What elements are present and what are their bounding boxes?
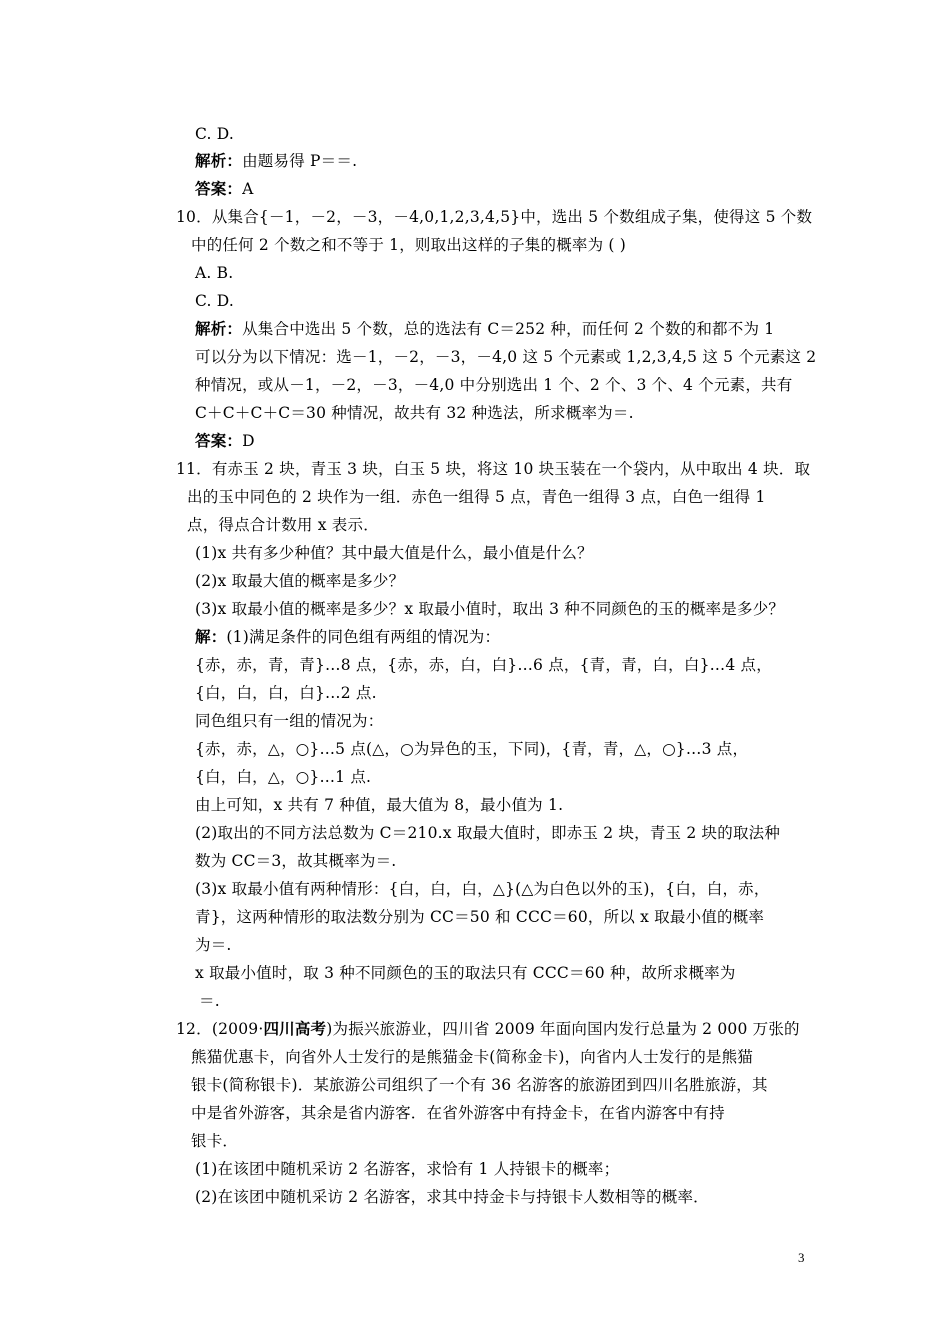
text-line — [195, 851, 396, 871]
text-line — [195, 403, 634, 423]
text-segment: {白，白，白，白}…2 点. — [195, 684, 377, 702]
text-segment: (3)x 取最小值有两种情形：{白，白，白，△}(△为白色以外的玉)，{白，白，赤， — [195, 880, 770, 898]
text-line — [176, 459, 810, 479]
text-line — [195, 319, 774, 339]
text-segment: {白，白，△，○}…1 点. — [195, 768, 372, 786]
text-segment: 点，得点合计数用 x 表示． — [187, 516, 379, 534]
text-segment: (3)x 取最小值的概率是多少？x 取最小值时，取出 3 种不同颜色的玉的概率是多少？ — [195, 600, 785, 618]
bold-label: 解析： — [195, 151, 243, 170]
text-segment: 数为 CC＝3，故其概率为＝. — [195, 852, 397, 870]
text-line — [199, 991, 220, 1011]
text-line — [191, 1103, 725, 1123]
text-line — [195, 627, 500, 647]
text-line — [195, 347, 816, 367]
text-line — [191, 1047, 753, 1067]
text-line — [195, 179, 254, 199]
text-segment: 种情况，或从－1，－2，－3，－4,0 中分别选出 1 个、2 个、3 个、4 个元素，共有 — [195, 376, 793, 394]
text-line — [195, 823, 780, 843]
bold-label: 解： — [195, 627, 227, 646]
text-segment: 由题易得 P＝＝. — [242, 152, 358, 170]
text-segment: (1)满足条件的同色组有两组的情况为： — [226, 628, 501, 646]
text-segment: 12．(2009· — [176, 1020, 264, 1038]
text-segment: D — [242, 432, 255, 450]
text-line — [195, 907, 764, 927]
text-segment: (2)取出的不同方法总数为 C＝210.x 取最大值时，即赤玉 2 块，青玉 2 块的取法种 — [195, 824, 781, 842]
text-segment: (1)在该团中随机采访 2 名游客，求恰有 1 人持银卡的概率； — [195, 1160, 620, 1178]
text-line — [195, 1187, 709, 1207]
text-segment: ＝. — [199, 992, 220, 1010]
text-segment: 从集合中选出 5 个数，总的选法有 C＝252 种，而任何 2 个数的和都不为 1 — [242, 320, 775, 338]
text-segment: 青}，这两种情形的取法数分别为 CC＝50 和 CCC＝60，所以 x 取最小值的概率 — [195, 908, 765, 926]
text-segment: 由上可知，x 共有 7 种值，最大值为 8，最小值为 1. — [195, 796, 564, 814]
text-line — [195, 795, 563, 815]
bold-label: 解析： — [195, 319, 243, 338]
text-line — [195, 655, 772, 675]
text-line — [195, 291, 234, 311]
text-segment: C. D. — [195, 125, 234, 143]
text-line — [195, 263, 233, 283]
text-line — [191, 235, 626, 255]
text-segment: 11．有赤玉 2 块，青玉 3 块，白玉 5 块，将这 10 块玉装在一个袋内，从中取出 4 块．取 — [176, 460, 811, 478]
bold-label: 答案： — [195, 431, 243, 450]
text-line — [195, 543, 593, 563]
text-segment: )为振兴旅游业，四川省 2009 年面向国内发行总量为 2 000 万张的 — [326, 1020, 800, 1038]
text-line — [191, 1075, 768, 1095]
text-line — [195, 151, 357, 171]
text-segment: 同色组只有一组的情况为： — [195, 712, 384, 730]
text-line — [195, 963, 736, 983]
text-line — [195, 431, 255, 451]
text-line — [195, 935, 232, 955]
bold-label: 四川高考 — [263, 1019, 327, 1038]
text-line — [195, 683, 377, 703]
text-line — [195, 739, 748, 759]
text-line — [176, 207, 812, 227]
text-segment: x 取最小值时，取 3 种不同颜色的玉的取法只有 CCC＝60 种，故所求概率为 — [195, 964, 736, 982]
text-line — [195, 1159, 619, 1179]
text-line — [195, 879, 770, 899]
text-segment: 银卡． — [191, 1132, 239, 1150]
text-line — [176, 1019, 800, 1039]
text-segment: 银卡(简称银卡)．某旅游公司组织了一个有 36 名游客的旅游团到四川名胜旅游，其 — [191, 1076, 768, 1094]
text-segment: 熊猫优惠卡，向省外人士发行的是熊猫金卡(简称金卡)，向省内人士发行的是熊猫 — [191, 1048, 753, 1066]
text-line — [195, 599, 784, 619]
text-segment: A. B. — [195, 264, 234, 282]
text-segment: {赤，赤，青，青}…8 点，{赤，赤，白，白}…6 点，{青，青，白，白}…4 点， — [195, 656, 772, 674]
text-segment: {赤，赤，△，○}…5 点(△，○为异色的玉，下同)，{青，青，△，○}…3 点， — [195, 740, 749, 758]
text-line — [195, 124, 234, 144]
text-segment: C＋C＋C＋C＝30 种情况，故共有 32 种选法，所求概率为＝. — [195, 404, 634, 422]
text-segment: 中的任何 2 个数之和不等于 1，则取出这样的子集的概率为 ( ) — [191, 236, 627, 254]
text-line — [195, 375, 792, 395]
text-segment: (2)在该团中随机采访 2 名游客，求其中持金卡与持银卡人数相等的概率． — [195, 1188, 709, 1206]
text-line — [187, 515, 379, 535]
text-segment: C. D. — [195, 292, 234, 310]
text-segment: 10．从集合{－1，－2，－3，－4,0,1,2,3,4,5}中，选出 5 个数组成子集，使得这 5 个数 — [176, 208, 813, 226]
text-segment: 可以分为以下情况：选－1，－2，－3，－4,0 这 5 个元素或 1,2,3,4,5 这 5 个元素这 2 — [195, 348, 817, 366]
text-segment: 中是省外游客，其余是省内游客．在省外游客中有持金卡，在省内游客中有持 — [191, 1104, 725, 1122]
text-segment: A — [242, 180, 254, 198]
page-number: 3 — [798, 1250, 805, 1265]
bold-label: 答案： — [195, 179, 243, 198]
text-segment: (2)x 取最大值的概率是多少？ — [195, 572, 405, 590]
text-line — [191, 1131, 238, 1151]
text-line — [195, 711, 383, 731]
text-segment: 出的玉中同色的 2 块作为一组．赤色一组得 5 点，青色一组得 3 点，白色一组得 1 — [187, 488, 766, 506]
text-segment: 为＝. — [195, 936, 232, 954]
text-line — [187, 487, 766, 507]
text-line — [195, 571, 404, 591]
text-line — [195, 767, 371, 787]
text-segment: (1)x 共有多少种值？其中最大值是什么，最小值是什么？ — [195, 544, 593, 562]
